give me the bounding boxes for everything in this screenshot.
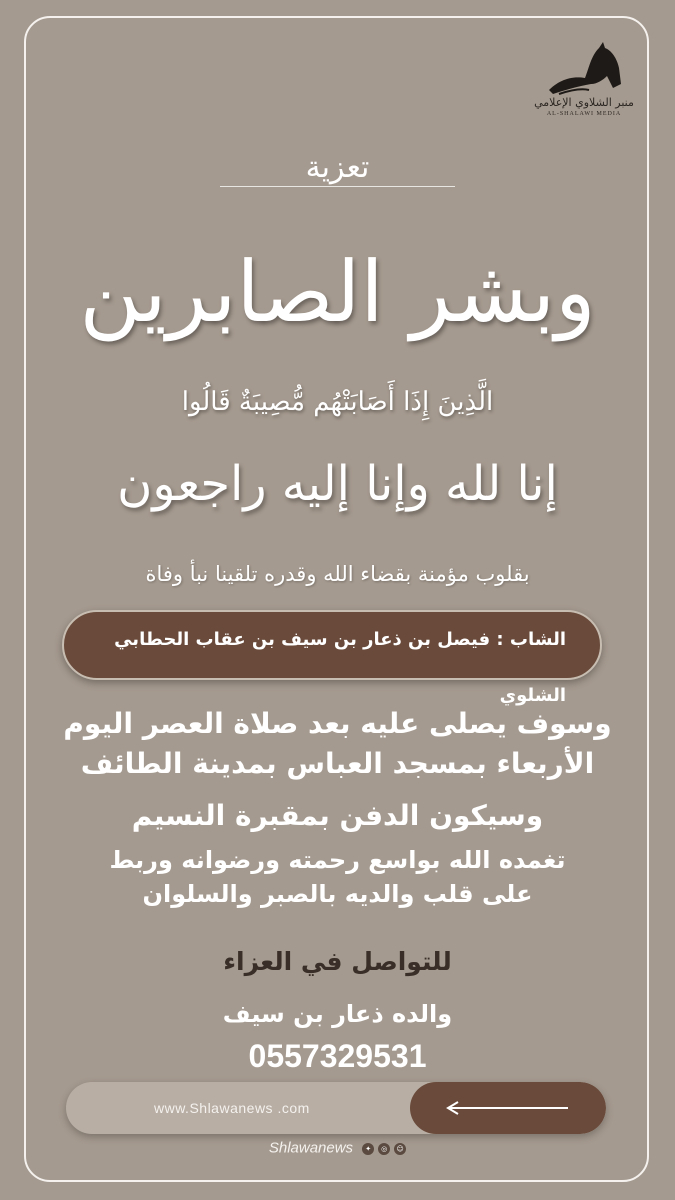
prayer-text-1: تغمده الله بواسع رحمته ورضوانه وربط (109, 846, 566, 874)
mosque-location-text: الأربعاء بمسجد العباس بمدينة الطائف (80, 747, 595, 780)
footer (0, 1136, 675, 1160)
contact-person: والده ذعار بن سيف (222, 1000, 453, 1028)
calligraphy-second: إنا لله وإنا إليه راجعون (117, 456, 558, 512)
twitter-icon[interactable]: ✦ (362, 1143, 374, 1155)
quran-verse: الَّذِينَ إِذَا أَصَابَتْهُم مُّصِيبَةٌ قَالُوا (181, 387, 494, 417)
logo-name-en: AL-SHALAWI MEDIA (546, 111, 622, 117)
arrow-left-icon (444, 1100, 570, 1116)
website-url[interactable]: www.Shlawanews .com (154, 1100, 310, 1116)
contact-phone[interactable]: 0557329531 (248, 1038, 427, 1074)
deceased-name-banner: الشاب : فيصل بن ذعار بن سيف بن عقاب الحطابي الشلوي (62, 610, 602, 680)
calligraphy-main: وبشر الصابرين (79, 243, 596, 341)
footer-handle: Shlawanews (268, 1139, 354, 1157)
website-bar[interactable] (66, 1082, 606, 1134)
heading-divider (220, 186, 455, 187)
instagram-icon[interactable]: ◎ (378, 1143, 390, 1155)
snapchat-icon[interactable]: ☺ (394, 1143, 406, 1155)
heading-condolence: تعزية (305, 150, 370, 185)
logo (529, 38, 639, 128)
burial-text: وسيكون الدفن بمقبرة النسيم (131, 799, 544, 832)
prayer-time-text: وسوف يصلى عليه بعد صلاة العصر اليوم (63, 707, 612, 740)
prayer-text-2: على قلب والديه بالصبر والسلوان (142, 880, 533, 908)
website-go-button[interactable] (410, 1082, 606, 1134)
announcement-text: بقلوب مؤمنة بقضاء الله وقدره تلقينا نبأ وفاة (145, 562, 530, 586)
contact-title: للتواصل في العزاء (223, 947, 452, 976)
horse-head-icon (541, 38, 627, 98)
logo-name-ar: منبر الشلاوي الإعلامي (534, 96, 634, 109)
